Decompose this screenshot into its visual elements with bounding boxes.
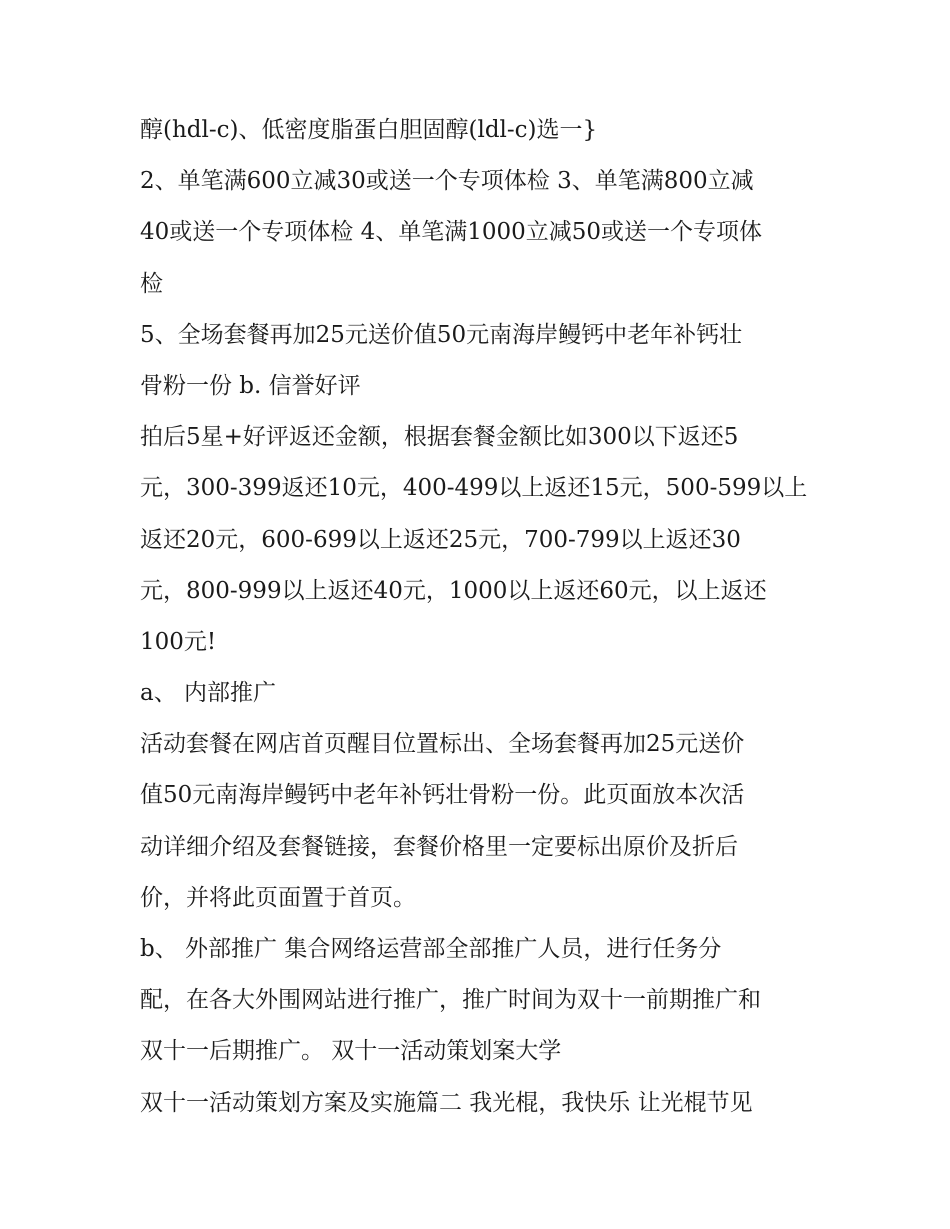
text-line: 双十一后期推广。 双十一活动策划案大学 <box>140 1038 562 1065</box>
text-line: 拍后5星+好评返还金额，根据套餐金额比如300以下返还5 <box>140 424 739 451</box>
text-line: 元，300-399返还10元，400-499以上返还15元，500-599以上 <box>140 475 808 502</box>
text-line: a、 内部推广 <box>140 680 277 707</box>
text-line: 价，并将此页面置于首页。 <box>140 884 416 911</box>
text-line: 双十一活动策划方案及实施篇二 我光棍，我快乐 让光棍节见 <box>140 1089 753 1116</box>
text-line: 返还20元，600-699以上返还25元，700-799以上返还30 <box>140 526 741 553</box>
text-line: 检 <box>140 270 163 297</box>
text-line: 2、单笔满600立减30或送一个专项体检 3、单笔满800立减 <box>140 168 754 195</box>
document-body <box>140 105 830 1129</box>
text-line: b、 外部推广 集合网络运营部全部推广人员，进行任务分 <box>140 936 722 962</box>
text-line: 100元! <box>140 628 217 655</box>
text-line: 值50元南海岸鳗钙中老年补钙壮骨粉一份。此页面放本次活 <box>140 782 745 809</box>
text-line: 活动套餐在网店首页醒目位置标出、全场套餐再加25元送价 <box>140 731 745 758</box>
text-line: 骨粉一份 b. 信誉好评 <box>140 372 361 399</box>
text-line: 动详细介绍及套餐链接，套餐价格里一定要标出原价及折后 <box>140 833 738 860</box>
text-line: 40或送一个专项体检 4、单笔满1000立减50或送一个专项体 <box>140 219 763 246</box>
text-line: 醇(hdl-c)、低密度脂蛋白胆固醇(ldl-c)选一} <box>140 117 598 143</box>
text-line: 配，在各大外围网站进行推广，推广时间为双十一前期推广和 <box>140 987 761 1014</box>
text-line: 5、全场套餐再加25元送价值50元南海岸鳗钙中老年补钙壮 <box>140 321 743 348</box>
text-line: 元，800-999以上返还40元，1000以上返还60元，以上返还 <box>140 577 767 604</box>
